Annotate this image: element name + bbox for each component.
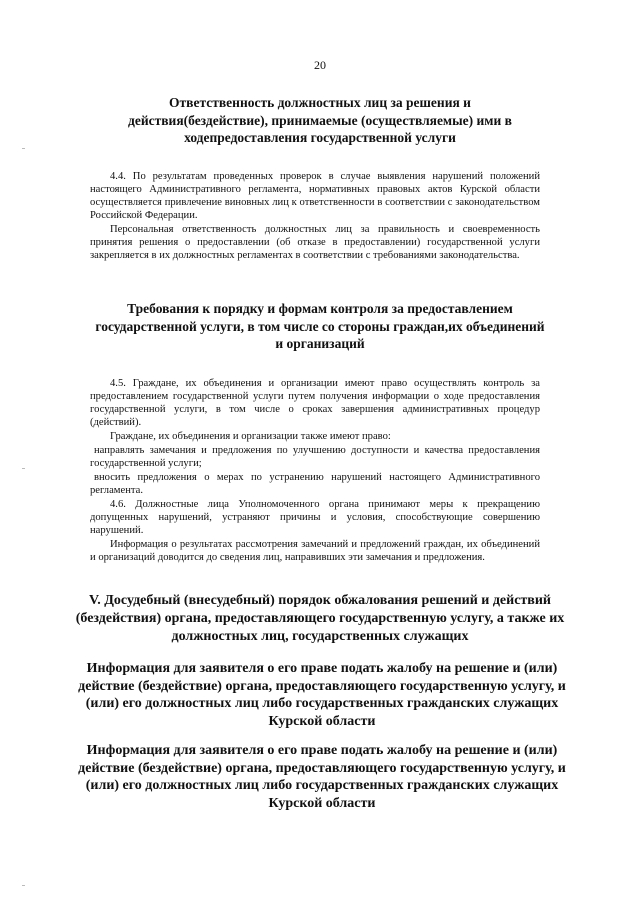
section-heading-complaint-info-repeat: Информация для заявителя о его праве подать жалобу на решение и (или) действие (бездействие) органа, предоставляющего государственную услугу, и (или) его должностных лиц либо государственных гражданских служащих Курской области: [78, 743, 566, 811]
scan-speck: [22, 148, 25, 149]
section-heading-responsibility: Ответственность должностных лиц за решения и действия(бездействие), принимаемые (осуществляемые) ими в ходепредоставления государственной услуги: [128, 95, 512, 145]
paragraph-4-6: 4.6. Должностные лица Уполномоченного органа принимают меры к прекращению допущенных нарушений, устраняют причины и условия, способствующие совершению нарушений.: [90, 499, 540, 536]
section-heading-control-requirements: Требования к порядку и формам контроля за предоставлением государственной услуги, в том числе со стороны граждан,их объединений и организаций: [95, 301, 545, 351]
paragraph-personal-responsibility: Персональная ответственность должностных лиц за правильность и своевременность принятия решения о предоставлении (об отказе в предоставлении) государственной услуги закрепляется в их должностных регламентах в соответствии с требованиями законодательства.: [90, 224, 540, 261]
page-number: 20: [314, 58, 326, 72]
paragraph-4-5: 4.5. Граждане, их объединения и организации имеют право осуществлять контроль за предоставлением государственной услуги путем получения информации о ходе предоставления государственной услуги, в том числе о сроках завершения административных процедур (действий).: [90, 378, 540, 428]
scan-speck: [22, 885, 25, 886]
section-body-control: [90, 377, 540, 565]
scan-speck: [22, 468, 25, 469]
paragraph-results-info: Информация о результатах рассмотрения замечаний и предложений граждан, их объединений и организаций доводится до сведения лиц, направивших эти замечания и предложения.: [90, 539, 540, 563]
paragraph-citizens-rights: Граждане, их объединения и организации также имеют право:: [110, 431, 391, 442]
section-heading-complaint-info: Информация для заявителя о его праве подать жалобу на решение и (или) действие (бездействие) органа, предоставляющего государственную услугу, и (или) его должностных лиц либо государственных гражданских служащих Курской области: [78, 661, 566, 729]
paragraph-make-proposals: вносить предложения о мерах по устранению нарушений настоящего Административного регламента.: [90, 472, 540, 496]
paragraph-send-remarks: направлять замечания и предложения по улучшению доступности и качества предоставления государственной услуги;: [90, 445, 540, 469]
section-heading-pretrial-appeal: V. Досудебный (внесудебный) порядок обжалования решений и действий (бездействия) органа, предоставляющего государственную услугу, а также их должностных лиц, государственных служащих: [75, 593, 565, 644]
paragraph-4-4: 4.4. По результатам проведенных проверок в случае выявления нарушений положений настоящего Административного регламента, нормативных правовых актов Курской области осуществляется привлечение виновных лиц к ответственности в соответствии с законодательством Российской Федерации.: [90, 171, 540, 221]
section-body-responsibility: [90, 170, 540, 263]
